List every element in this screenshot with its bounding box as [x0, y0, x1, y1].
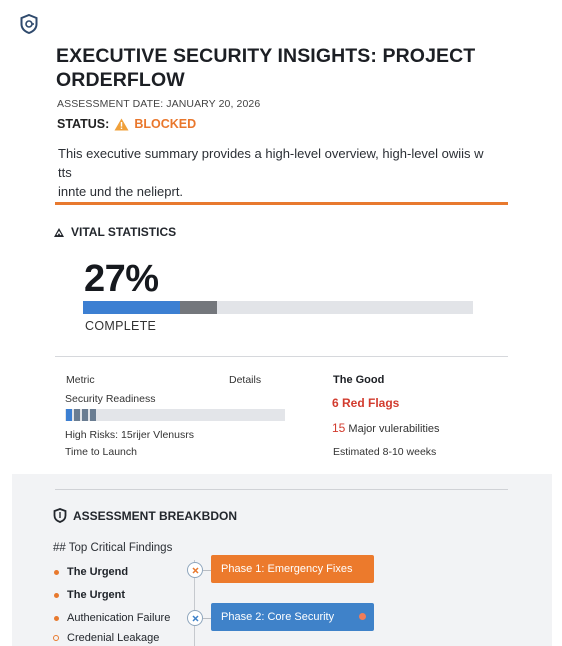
status-row [57, 117, 196, 131]
assessment-date: ASSESSMENT DATE: JANUARY 20, 2026 [57, 98, 261, 110]
major-vulnerabilities [332, 421, 440, 435]
bullet-ring [53, 635, 59, 641]
timeline-node [187, 610, 203, 626]
stats-divider [55, 356, 508, 357]
assessment-title: ASSESSMENT BREAKBDON [73, 508, 238, 523]
finding-item [54, 612, 170, 624]
completion-progress-bar [83, 301, 473, 314]
readiness-segment [74, 409, 80, 421]
status-label: STATUS: [57, 117, 110, 131]
summary-line-1: This executive summary provides a high-level overview, high-level owiis w tts [58, 146, 484, 180]
finding-label: The Urgent [67, 589, 126, 601]
metric-high-risks: High Risks: 15rijer Vlenusrs [65, 429, 194, 441]
phase-indicator-dot [359, 613, 366, 620]
metric-time-to-launch: Time to Launch [65, 446, 137, 458]
timeline-connector [203, 618, 211, 619]
finding-item [54, 566, 128, 578]
col-header-metric: Metric [66, 374, 95, 386]
red-flags-count: 6 Red Flags [332, 396, 400, 410]
finding-label: The Urgend [67, 566, 129, 578]
section-divider [55, 202, 508, 205]
vital-statistics-title: VITAL STATISTICS [71, 225, 177, 239]
page-title [56, 44, 476, 92]
readiness-segment [82, 409, 88, 421]
panel-divider [55, 489, 508, 490]
timeline-node [187, 562, 203, 578]
title-line-1: EXECUTIVE SECURITY INSIGHTS: PROJECT [56, 45, 476, 67]
col-header-good: The Good [333, 374, 385, 386]
vital-statistics-heading [53, 225, 176, 239]
readiness-segment [90, 409, 96, 421]
bullet-dot [54, 616, 59, 621]
vulnerabilities-label: Major vulerabilities [348, 423, 440, 435]
phase-1-card[interactable]: Phase 1: Emergency Fixes [211, 555, 374, 583]
shield-icon [53, 508, 67, 523]
finding-item [54, 589, 125, 601]
progress-fill [83, 301, 180, 314]
progress-remainder [180, 301, 217, 314]
completion-percent: 27% [84, 258, 159, 300]
finding-label: Authenication Failure [67, 612, 171, 624]
shield-logo-icon [20, 14, 38, 34]
metric-security-readiness: Security Readiness [65, 393, 156, 405]
phase-2-label: Phase 2: Core Security [221, 611, 335, 623]
findings-title: ## Top Critical Findings [53, 542, 173, 554]
finding-item [53, 632, 159, 644]
assessment-heading [53, 508, 237, 523]
close-x-icon [192, 567, 199, 574]
launch-estimate: Estimated 8-10 weeks [333, 446, 437, 458]
complete-label: COMPLETE [85, 319, 157, 333]
title-line-2: ORDERFLOW [56, 69, 185, 91]
readiness-bar [65, 409, 285, 421]
finding-label: Credenial Leakage [67, 632, 160, 644]
warning-icon [114, 118, 129, 131]
col-header-details: Details [229, 374, 262, 386]
chart-up-icon [53, 226, 65, 238]
readiness-segment [66, 409, 72, 421]
timeline-connector [203, 570, 211, 571]
close-x-icon [192, 615, 199, 622]
executive-summary [58, 144, 498, 201]
bullet-dot [54, 570, 59, 575]
phase-2-card[interactable] [211, 603, 374, 631]
summary-line-2: innte und the nelieprt. [58, 184, 184, 199]
status-badge: BLOCKED [134, 117, 197, 131]
bullet-dot [54, 593, 59, 598]
vulnerabilities-count: 15 [332, 421, 346, 435]
